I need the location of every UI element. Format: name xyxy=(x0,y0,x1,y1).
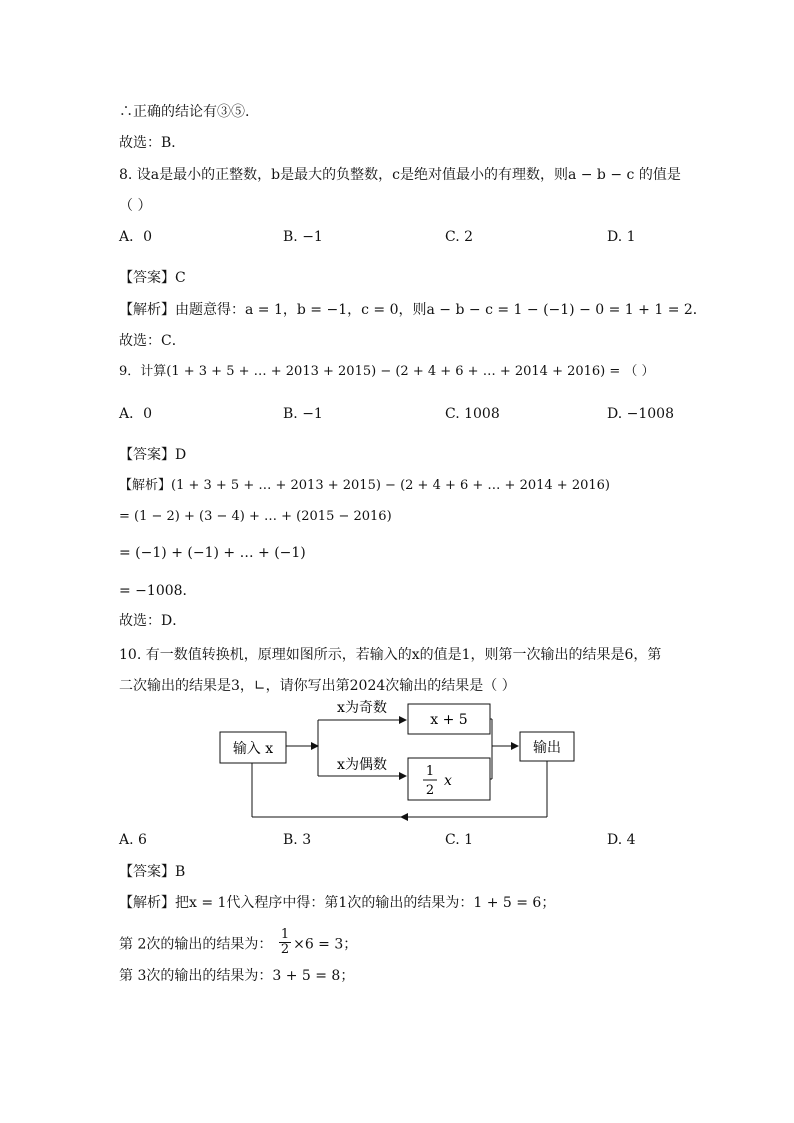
fraction-numerator: 1 xyxy=(280,927,290,942)
output-label: 输出 xyxy=(533,740,561,756)
text-line: 故选：B． xyxy=(119,135,186,151)
q9-option-d: D. −1008 xyxy=(607,406,674,422)
text-line: 故选：C． xyxy=(119,333,186,349)
answer-8: 【答案】C xyxy=(119,270,186,286)
q9-option-b: B. −1 xyxy=(283,406,323,422)
analysis-9-result: = −1008． xyxy=(119,583,197,599)
analysis-10-step-3: 第 3次的输出的结果为：3 + 5 = 8； xyxy=(119,968,355,984)
even-branch-label: x为偶数 xyxy=(337,757,387,773)
question-10-stem-cont: 二次输出的结果是3，∟，请你写出第2024次输出的结果是（ ） xyxy=(119,678,516,694)
answer-10: 【答案】B xyxy=(119,864,186,880)
even-operation-denominator: 2 xyxy=(425,783,435,798)
q8-option-b: B. −1 xyxy=(283,229,323,245)
step-2-prefix: 第 2次的输出的结果为： xyxy=(119,936,273,953)
answer-9: 【答案】D xyxy=(119,447,187,463)
analysis-9-step: = (1 − 2) + (3 − 4) + … + (2015 − 2016) xyxy=(119,509,392,524)
question-9-stem: 9．计算(1 + 3 + 5 + … + 2013 + 2015) − (2 + 4 + 6 + … + 2014 + 2016) = （ ） xyxy=(119,364,655,379)
even-operation-numerator: 1 xyxy=(425,764,435,779)
input-label: 输入 x xyxy=(232,741,274,757)
text-line: 故选：D． xyxy=(119,613,187,629)
q9-option-c: C. 1008 xyxy=(445,406,500,422)
analysis-10: 【解析】把x = 1代入程序中得：第1次的输出的结果为：1 + 5 = 6； xyxy=(119,895,556,911)
analysis-9: 【解析】(1 + 3 + 5 + … + 2013 + 2015) − (2 + 4 + 6 + … + 2014 + 2016) xyxy=(119,478,610,493)
analysis-9-step: = (−1) + (−1) + … + (−1) xyxy=(119,545,306,561)
q8-option-c: C. 2 xyxy=(445,229,474,245)
q8-option-d: D. 1 xyxy=(607,229,636,245)
q9-option-a: A．0 xyxy=(119,406,153,422)
q10-option-c: C. 1 xyxy=(445,832,474,848)
odd-branch-label: x为奇数 xyxy=(337,700,387,716)
odd-operation: x + 5 xyxy=(430,712,468,728)
q8-option-a: A．0 xyxy=(119,229,153,245)
fraction-denominator: 2 xyxy=(280,942,290,957)
q10-option-a: A. 6 xyxy=(119,832,147,848)
analysis-8: 【解析】由题意得：a = 1，b = −1，c = 0，则a − b − c = 1 − (−1) − 0 = 1 + 1 = 2． xyxy=(119,302,707,318)
step-2-rest: ×6 = 3； xyxy=(293,936,358,953)
question-10-stem: 10. 有一数值转换机，原理如图所示，若输入的x的值是1，则第一次输出的结果是6，第 xyxy=(119,647,662,663)
even-operation-variable: x xyxy=(444,773,452,789)
text-line: ∴正确的结论有③⑤. xyxy=(119,104,250,120)
fraction-half xyxy=(279,928,291,957)
question-8-stem: 8. 设a是最小的正整数，b是最大的负整数，c是绝对值最小的有理数，则a − b − c 的值是 xyxy=(119,167,681,183)
q10-option-b: B. 3 xyxy=(283,832,312,848)
question-8-paren: （ ） xyxy=(119,198,152,214)
q10-option-d: D. 4 xyxy=(607,832,636,848)
conversion-machine-diagram xyxy=(210,696,590,826)
analysis-10-step-2 xyxy=(119,927,358,959)
